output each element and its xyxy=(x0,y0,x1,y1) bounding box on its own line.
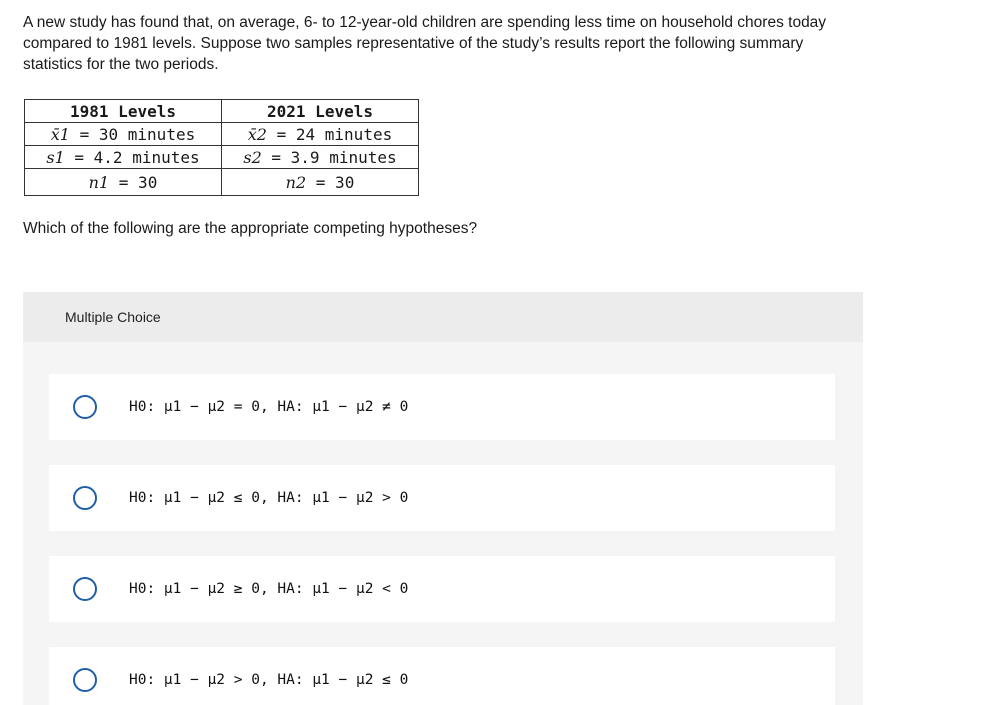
table-row-mean xyxy=(25,123,419,146)
n-1-symbol: n1 xyxy=(88,172,110,192)
table-row-stdev xyxy=(25,146,419,169)
choice-option-text: H0: μ1 − μ2 = 0, HA: μ1 − μ2 ≠ 0 xyxy=(129,399,409,415)
multiple-choice-panel xyxy=(23,292,863,705)
radio-button-icon[interactable] xyxy=(73,486,97,510)
table-header-row xyxy=(25,100,419,123)
radio-button-icon[interactable] xyxy=(73,668,97,692)
stdev-1981-cell xyxy=(25,146,222,169)
choice-option-4[interactable] xyxy=(49,647,835,705)
stdev-2-symbol: s2 xyxy=(243,147,262,167)
mean-2021-cell xyxy=(222,123,419,146)
choice-option-text: H0: μ1 − μ2 ≥ 0, HA: μ1 − μ2 < 0 xyxy=(129,581,409,597)
n-1981-cell xyxy=(25,169,222,196)
summary-statistics-table xyxy=(24,99,419,196)
mean-1-symbol: x̄1 xyxy=(50,124,70,144)
multiple-choice-label: Multiple Choice xyxy=(65,309,161,325)
n-2-value: = 30 xyxy=(306,172,355,192)
stdev-1-symbol: s1 xyxy=(46,147,65,167)
n-2021-cell xyxy=(222,169,419,196)
radio-button-icon[interactable] xyxy=(73,577,97,601)
mean-2-symbol: x̄2 xyxy=(247,124,267,144)
stdev-1-value: = 4.2 minutes xyxy=(64,147,200,167)
mean-2-value: = 24 minutes xyxy=(266,124,393,144)
choice-option-text: H0: μ1 − μ2 ≤ 0, HA: μ1 − μ2 > 0 xyxy=(129,490,409,506)
table-row-n xyxy=(25,169,419,196)
mean-1981-cell xyxy=(25,123,222,146)
mean-1-value: = 30 minutes xyxy=(69,124,196,144)
stdev-2021-cell xyxy=(222,146,419,169)
column-header-2021: 2021 Levels xyxy=(222,100,419,123)
stdev-2-value: = 3.9 minutes xyxy=(261,147,397,167)
column-header-1981: 1981 Levels xyxy=(25,100,222,123)
n-1-value: = 30 xyxy=(109,172,158,192)
choice-option-2[interactable] xyxy=(49,465,835,531)
question-intro: A new study has found that, on average, 6- to 12-year-old children are spending less time on household chores today compared to 1981 levels. Suppose two samples representative of the study’s results report the following summary statistics for the two periods. xyxy=(23,14,827,73)
choice-option-1[interactable] xyxy=(49,374,835,440)
multiple-choice-header xyxy=(23,292,863,342)
radio-button-icon[interactable] xyxy=(73,395,97,419)
question-prompt: Which of the following are the appropriate competing hypotheses? xyxy=(23,220,478,237)
choice-option-text: H0: μ1 − μ2 > 0, HA: μ1 − μ2 ≤ 0 xyxy=(129,672,409,688)
choice-option-3[interactable] xyxy=(49,556,835,622)
n-2-symbol: n2 xyxy=(285,172,307,192)
